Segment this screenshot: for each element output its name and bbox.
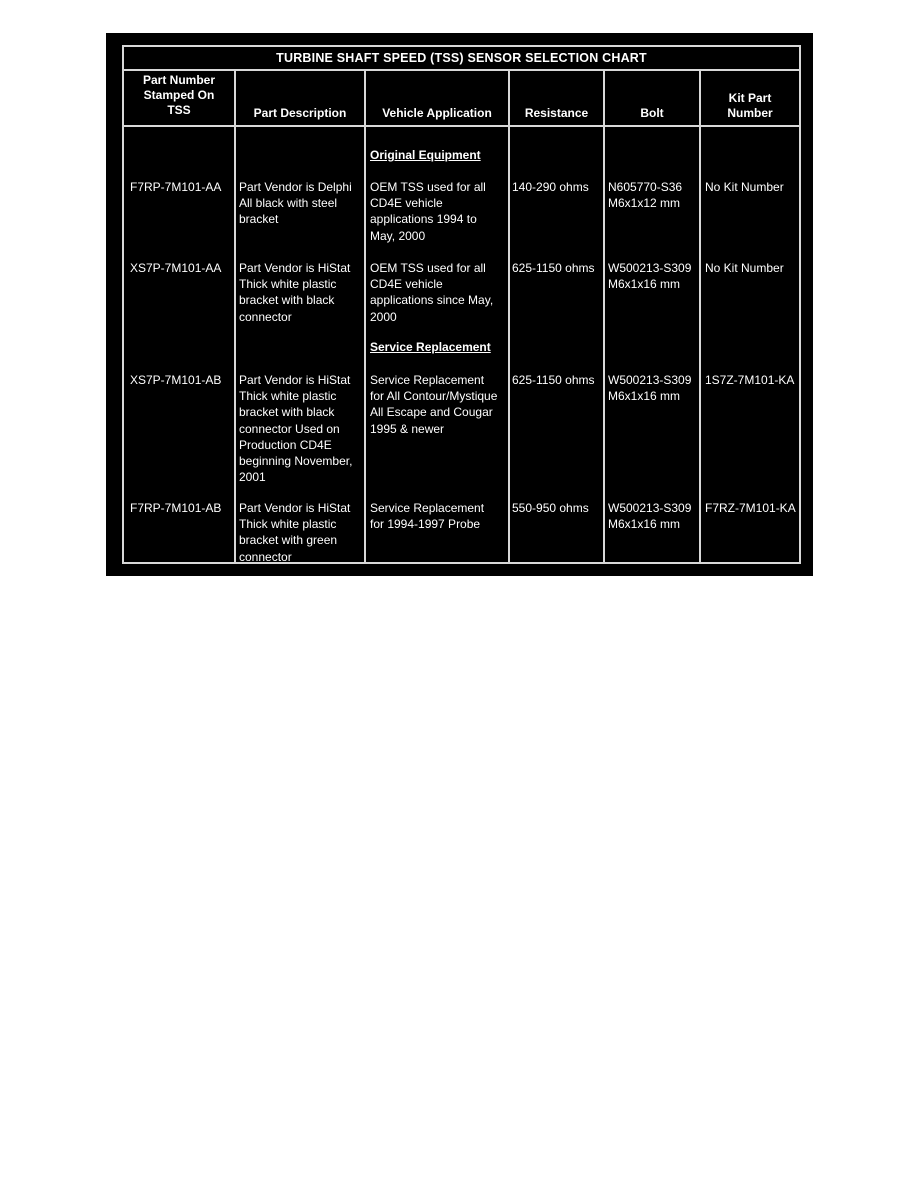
row4-resistance: 550-950 ohms	[512, 501, 589, 515]
row3-application: Service Replacement for All Contour/Mystique All Escape and Cougar 1995 & newer	[370, 373, 498, 436]
row3-part-number: XS7P-7M101-AB	[130, 373, 222, 387]
column-divider	[508, 71, 510, 562]
column-divider	[699, 71, 701, 562]
header-divider	[124, 125, 799, 127]
row3-kit-number: 1S7Z-7M101-KA	[705, 373, 795, 387]
tss-sensor-chart	[106, 33, 813, 576]
row1-bolt: N605770-S36 M6x1x12 mm	[608, 180, 683, 211]
row2-part-number: XS7P-7M101-AA	[130, 261, 222, 275]
row4-kit-number: F7RZ-7M101-KA	[705, 501, 796, 515]
row4-application: Service Replacement for 1994-1997 Probe	[370, 501, 485, 532]
column-divider	[364, 71, 366, 562]
row1-application: OEM TSS used for all CD4E vehicle applications 1994 to May, 2000	[370, 180, 486, 243]
row2-bolt: W500213-S309 M6x1x16 mm	[608, 261, 692, 292]
row2-resistance: 625-1150 ohms	[512, 261, 595, 275]
row1-kit-number: No Kit Number	[705, 180, 784, 194]
column-divider	[234, 71, 236, 562]
header-part-number: Part Number Stamped On TSS	[142, 73, 216, 117]
column-divider	[603, 71, 605, 562]
header-vehicle-application: Vehicle Application	[382, 106, 492, 120]
section-original-equipment: Original Equipment	[370, 148, 481, 162]
row2-application: OEM TSS used for all CD4E vehicle applications since May, 2000	[370, 261, 494, 324]
chart-title: TURBINE SHAFT SPEED (TSS) SENSOR SELECTION CHART	[124, 47, 799, 71]
row2-description: Part Vendor is HiStat Thick white plastic bracket with black connector	[239, 261, 351, 324]
row3-resistance: 625-1150 ohms	[512, 373, 595, 387]
row3-description: Part Vendor is HiStat Thick white plastic bracket with black connector Used on Production CD4E beginning November, 2001	[239, 373, 353, 485]
row1-description: Part Vendor is Delphi All black with steel bracket	[239, 180, 352, 227]
row4-part-number: F7RP-7M101-AB	[130, 501, 222, 515]
row4-description: Part Vendor is HiStat Thick white plastic bracket with green connector	[239, 501, 351, 564]
row1-resistance: 140-290 ohms	[512, 180, 589, 194]
header-kit-part-number: Kit Part Number	[727, 91, 773, 120]
row3-bolt: W500213-S309 M6x1x16 mm	[608, 373, 692, 404]
section-service-replacement: Service Replacement	[370, 340, 491, 354]
header-part-description: Part Description	[253, 106, 347, 120]
chart-table	[122, 45, 801, 564]
row1-part-number: F7RP-7M101-AA	[130, 180, 222, 194]
header-resistance: Resistance	[524, 106, 589, 120]
row4-bolt: W500213-S309 M6x1x16 mm	[608, 501, 692, 532]
header-bolt: Bolt	[640, 106, 664, 120]
row2-kit-number: No Kit Number	[705, 261, 784, 275]
